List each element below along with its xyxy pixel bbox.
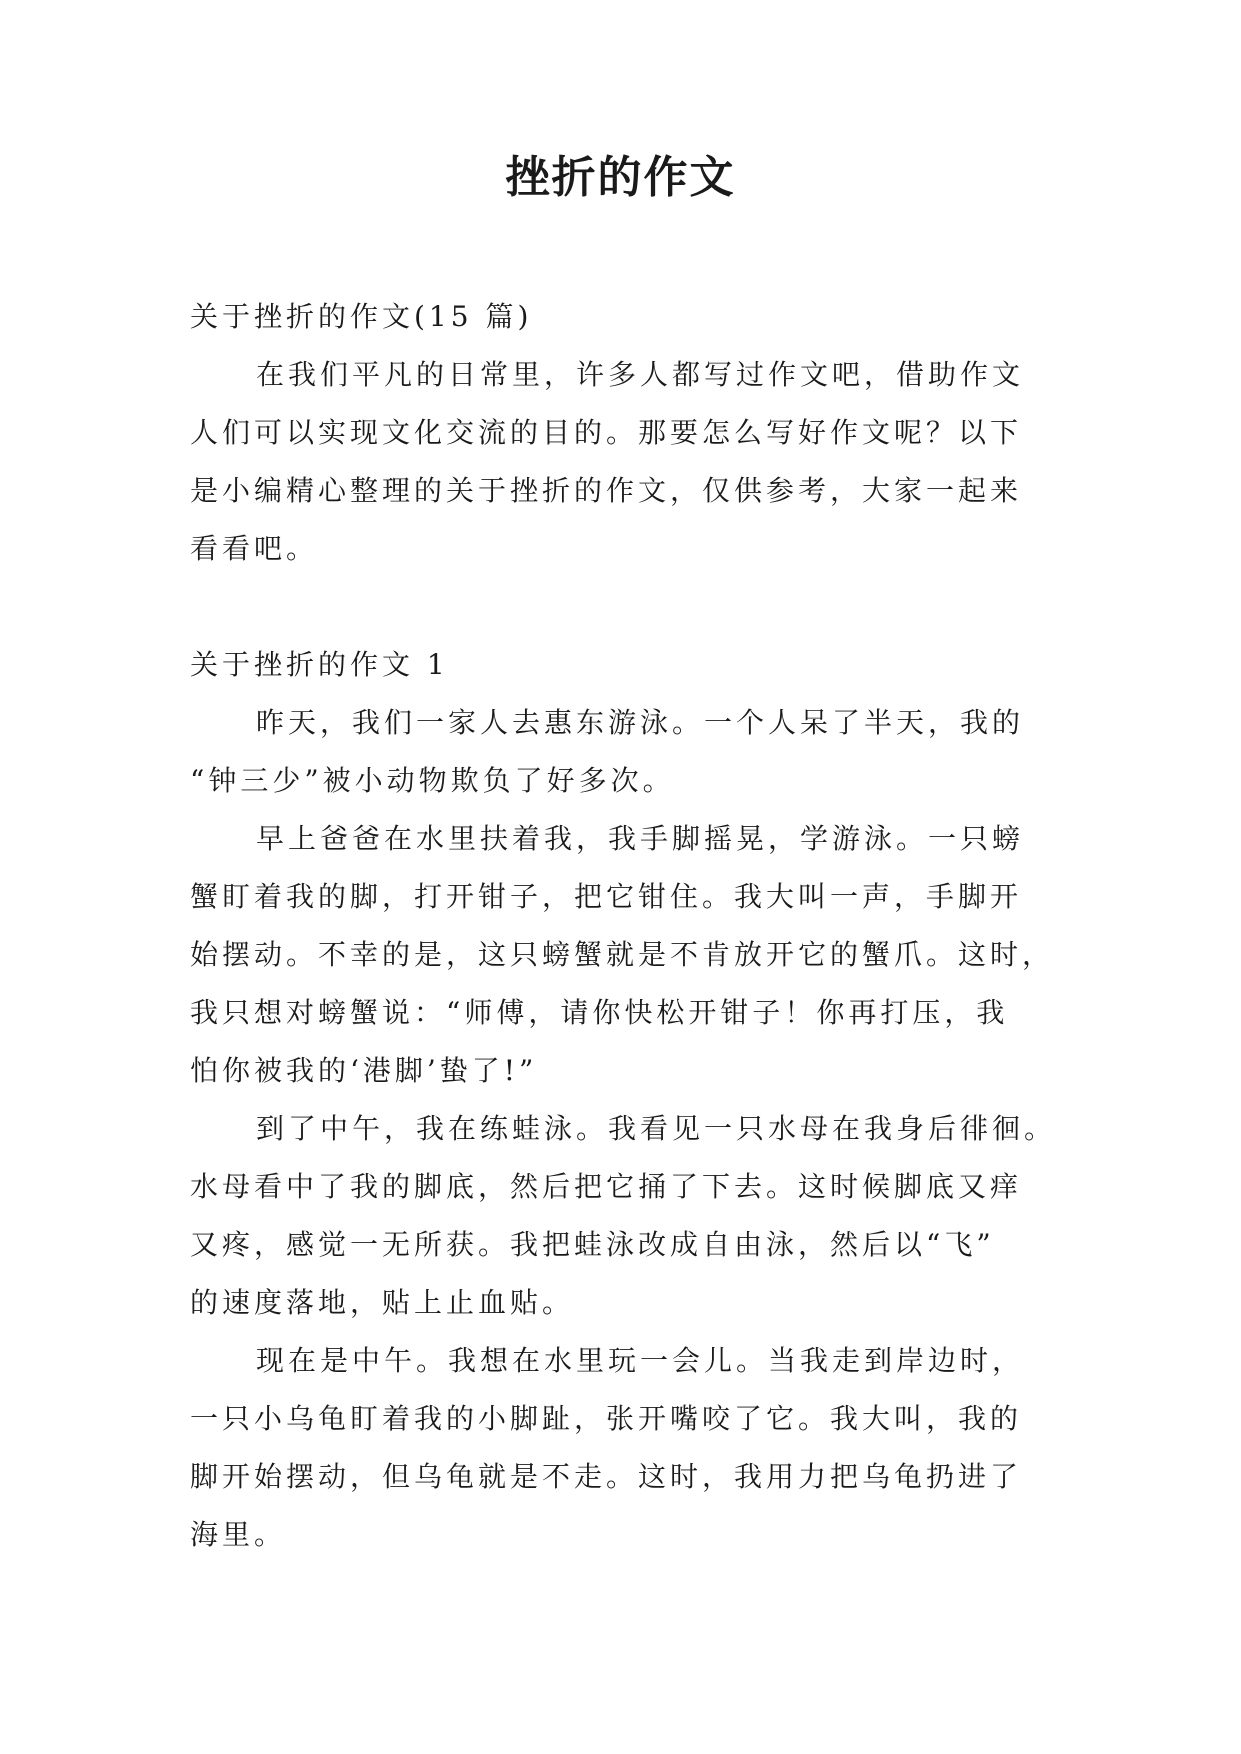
text-line: 又疼，感觉一无所获。我把蛙泳改成自由泳，然后以“飞” (190, 1228, 995, 1261)
text-line: 关于挫折的作文(15 篇) (190, 300, 533, 333)
text-line: 水母看中了我的脚底，然后把它捅了下去。这时候脚底又痒 (190, 1170, 1023, 1203)
text-line: 我只想对螃蟹说：“师傅，请你快松开钳子！你再打压，我 (190, 996, 1009, 1029)
text-line: 始摆动。不幸的是，这只螃蟹就是不肯放开它的蟹爪。这时， (190, 938, 1055, 971)
text-line: 怕你被我的‘港脚’蛰了!” (190, 1054, 538, 1087)
text-line: 在我们平凡的日常里，许多人都写过作文吧，借助作文 (256, 358, 1025, 391)
text-line: 早上爸爸在水里扶着我，我手脚摇晃，学游泳。一只螃 (256, 822, 1025, 855)
text-line: 人们可以实现文化交流的目的。那要怎么写好作文呢？以下 (190, 416, 1023, 449)
text-line: 现在是中午。我想在水里玩一会儿。当我走到岸边时， (256, 1344, 1025, 1377)
text-line: 的速度落地，贴上止血贴。 (190, 1286, 575, 1319)
paragraph-gap (190, 578, 1060, 636)
text-line: 昨天，我们一家人去惠东游泳。一个人呆了半天，我的 (256, 706, 1025, 739)
text-line: 到了中午，我在练蛙泳。我看见一只水母在我身后徘徊。 (256, 1112, 1057, 1145)
text-line: 海里。 (190, 1518, 287, 1551)
text-line: 是小编精心整理的关于挫折的作文，仅供参考，大家一起来 (190, 474, 1023, 507)
text-line: “钟三少”被小动物欺负了好多次。 (190, 764, 675, 797)
text-line: 关于挫折的作文 1 (190, 648, 449, 681)
text-line: 看看吧。 (190, 532, 319, 565)
text-line: 蟹盯着我的脚，打开钳子，把它钳住。我大叫一声，手脚开 (190, 880, 1023, 913)
document-title: 挫折的作文 (505, 152, 736, 203)
text-line: 脚开始摆动，但乌龟就是不走。这时，我用力把乌龟扔进了 (190, 1460, 1023, 1493)
document-body (190, 288, 1060, 1564)
text-line: 一只小乌龟盯着我的小脚趾，张开嘴咬了它。我大叫，我的 (190, 1402, 1023, 1435)
